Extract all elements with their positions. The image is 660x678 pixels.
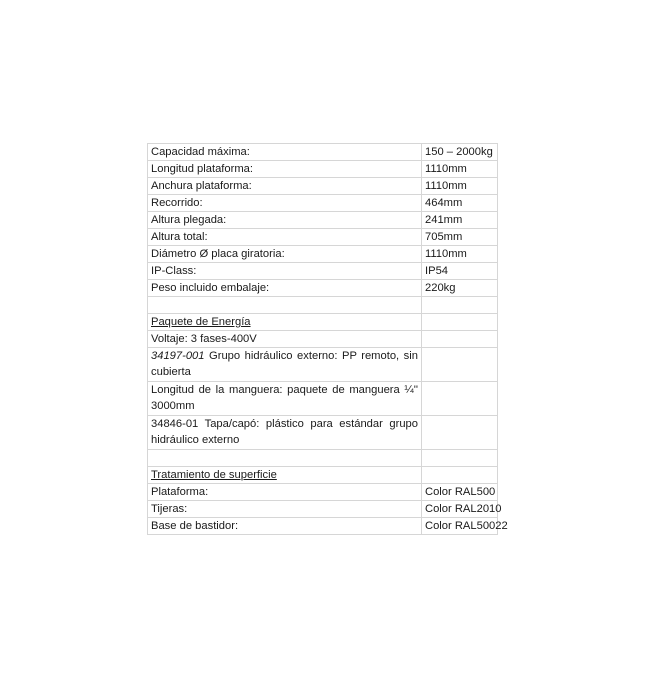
empty-cell <box>422 331 498 348</box>
surface-heading: Tratamiento de superficie <box>151 469 277 481</box>
spec-value-capacity: 150 – 2000kg <box>422 144 498 161</box>
spec-value-weight: 220kg <box>422 280 498 297</box>
empty-cell <box>422 314 498 331</box>
table-row <box>148 195 498 212</box>
empty-cell <box>422 297 498 314</box>
spec-label-folded-height: Altura plegada: <box>148 212 422 229</box>
surface-label-platform: Plataforma: <box>148 484 422 501</box>
spec-label-turntable-diameter: Diámetro Ø placa giratoria: <box>148 246 422 263</box>
empty-cell <box>422 382 498 416</box>
surface-value-frame-base: Color RAL50022 <box>422 518 498 535</box>
table-row <box>148 467 498 484</box>
energy-cover: 34846-01 Tapa/capó: plástico para estándar grupo hidráulico externo <box>148 416 422 450</box>
spec-label-weight: Peso incluido embalaje: <box>148 280 422 297</box>
empty-cell <box>148 297 422 314</box>
spec-value-stroke: 464mm <box>422 195 498 212</box>
empty-cell <box>422 450 498 467</box>
table-row <box>148 178 498 195</box>
spec-value-platform-width: 1110mm <box>422 178 498 195</box>
table-row <box>148 416 498 450</box>
spec-label-platform-length: Longitud plataforma: <box>148 161 422 178</box>
table-row <box>148 161 498 178</box>
empty-cell <box>422 416 498 450</box>
surface-value-scissors: Color RAL2010 <box>422 501 498 518</box>
spec-label-ip-class: IP-Class: <box>148 263 422 280</box>
empty-cell <box>148 450 422 467</box>
hydraulic-description: Grupo hidráulico externo: PP remoto, sin cubierta <box>151 350 418 378</box>
energy-voltage: Voltaje: 3 fases-400V <box>148 331 422 348</box>
table-row <box>148 263 498 280</box>
spec-label-capacity: Capacidad máxima: <box>148 144 422 161</box>
energy-hose: Longitud de la manguera: paquete de manguera ¼'' 3000mm <box>148 382 422 416</box>
spec-value-ip-class: IP54 <box>422 263 498 280</box>
spec-label-platform-width: Anchura plataforma: <box>148 178 422 195</box>
table-row <box>148 280 498 297</box>
table-row <box>148 314 498 331</box>
surface-label-scissors: Tijeras: <box>148 501 422 518</box>
table-row <box>148 331 498 348</box>
energy-hydraulic <box>148 348 422 382</box>
energy-heading: Paquete de Energía <box>151 316 251 328</box>
spec-value-turntable-diameter: 1110mm <box>422 246 498 263</box>
spec-label-stroke: Recorrido: <box>148 195 422 212</box>
table-row <box>148 348 498 382</box>
spec-value-folded-height: 241mm <box>422 212 498 229</box>
table-row <box>148 484 498 501</box>
table-row-empty <box>148 297 498 314</box>
table-row <box>148 518 498 535</box>
empty-cell <box>422 467 498 484</box>
hydraulic-code: 34197-001 <box>151 350 205 362</box>
table-row <box>148 382 498 416</box>
table-row-empty <box>148 450 498 467</box>
surface-label-frame-base: Base de bastidor: <box>148 518 422 535</box>
table-row <box>148 501 498 518</box>
table-row <box>148 229 498 246</box>
spec-value-total-height: 705mm <box>422 229 498 246</box>
spec-value-platform-length: 1110mm <box>422 161 498 178</box>
table-row <box>148 144 498 161</box>
spec-table <box>147 143 508 535</box>
spec-label-total-height: Altura total: <box>148 229 422 246</box>
surface-value-platform: Color RAL500 <box>422 484 498 501</box>
empty-cell <box>422 348 498 382</box>
table-row <box>148 246 498 263</box>
table-row <box>148 212 498 229</box>
